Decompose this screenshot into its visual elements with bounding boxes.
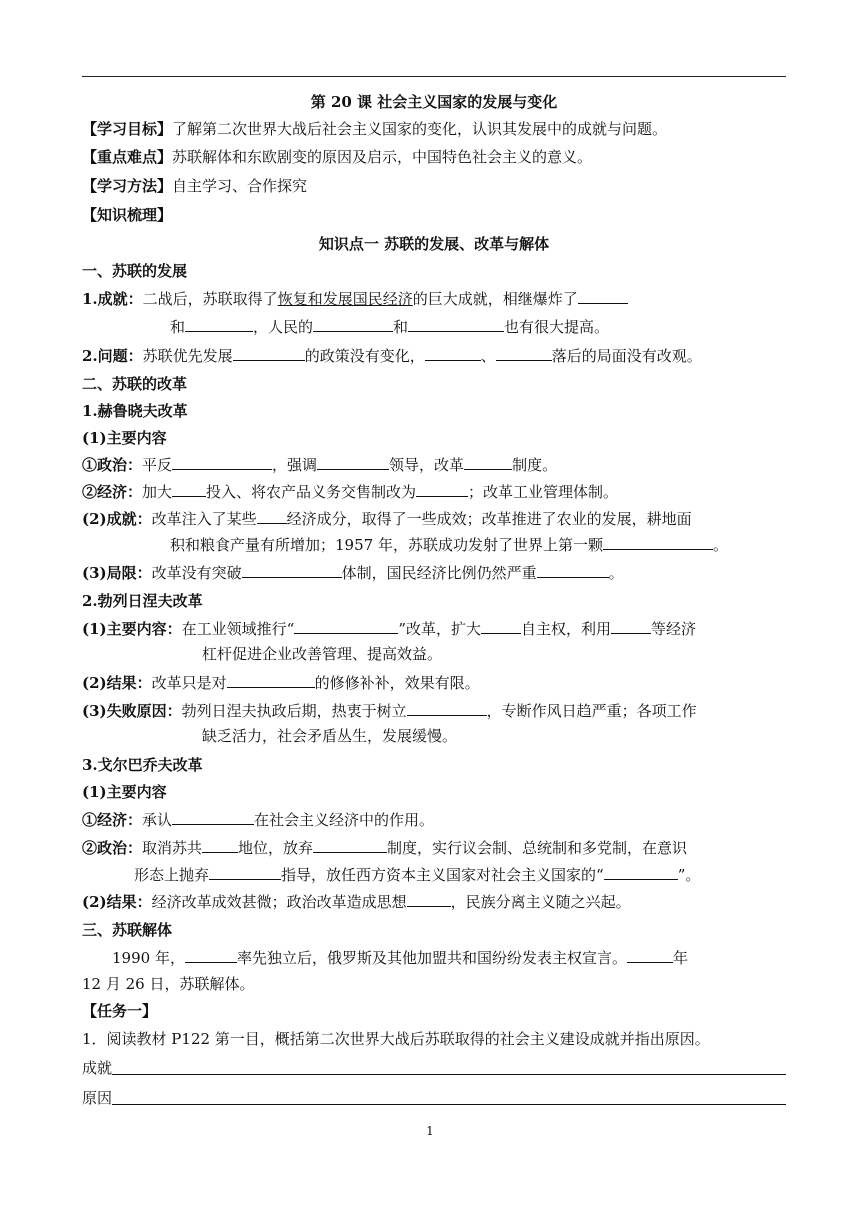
page-number: 1 — [426, 1124, 434, 1138]
blank[interactable] — [172, 481, 206, 497]
answer-line[interactable] — [112, 1088, 786, 1105]
blank[interactable] — [172, 809, 254, 825]
blank[interactable] — [611, 618, 651, 634]
gorbachev-politics-2: 形态上抛弃 指导，放任西方资本主义国家对社会主义国家的“ ”。 — [134, 866, 701, 884]
khrushchev-content-title: (1)主要内容 — [82, 429, 167, 447]
blank[interactable] — [202, 837, 238, 853]
khrushchev-politics: ①政治：平反 ，强调 领导，改革 制度。 — [82, 456, 558, 474]
blank[interactable] — [408, 316, 504, 332]
blank[interactable] — [604, 864, 678, 880]
khrushchev-achievement: (2)成就：改革注入了某些 经济成分，取得了一些成效；改革推进了农业的发展，耕地面 — [82, 510, 692, 528]
blank[interactable] — [464, 454, 512, 470]
blank[interactable] — [627, 947, 673, 963]
section-2-title: 二、苏联的改革 — [82, 375, 188, 393]
dissolution-line: 1990 年， 率先独立后，俄罗斯及其他加盟共和国纷纷发表主权宣言。 年 — [112, 949, 688, 967]
blank[interactable] — [185, 947, 237, 963]
blank[interactable] — [172, 454, 272, 470]
knowledge-heading: 【知识梳理】 — [82, 206, 173, 224]
khrushchev-title: 1.赫鲁晓夫改革 — [82, 402, 188, 420]
dissolution-line-2: 12 月 26 日，苏联解体。 — [82, 975, 255, 993]
blank[interactable] — [257, 508, 287, 524]
blank[interactable] — [242, 562, 342, 578]
blank[interactable] — [407, 891, 451, 907]
achievement-line: 1.成就：二战后，苏联取得了恢复和发展国民经济的巨大成就，相继爆炸了 — [82, 288, 628, 309]
task-heading: 【任务一】 — [82, 1002, 158, 1020]
blank[interactable] — [313, 316, 393, 332]
page-title: 第 20 课 社会主义国家的发展与变化 — [310, 93, 558, 111]
gorbachev-title: 3.戈尔巴乔夫改革 — [82, 756, 203, 774]
key-difficulty: 【重点难点】苏联解体和东欧剧变的原因及启示，中国特色社会主义的意义。 — [82, 148, 593, 166]
brezhnev-result: (2)结果：改革只是对 的修修补补，效果有限。 — [82, 674, 480, 692]
task-question: 1．阅读教材 P122 第一目，概括第二次世界大战后苏联取得的社会主义建设成就并指出原因。 — [82, 1030, 710, 1048]
section-3-title: 三、苏联解体 — [82, 921, 173, 939]
answer-achievement: 成就 — [82, 1058, 786, 1078]
blank[interactable] — [209, 864, 281, 880]
learning-method: 【学习方法】自主学习、合作探究 — [82, 177, 308, 195]
khrushchev-economy: ②经济：加大 投入、将农产品义务交售制改为 ；改革工业管理体制。 — [82, 483, 619, 501]
blank[interactable] — [416, 481, 468, 497]
gorbachev-economy: ①经济：承认 在社会主义经济中的作用。 — [82, 811, 435, 829]
blank[interactable] — [537, 562, 609, 578]
header-rule — [82, 76, 786, 77]
gorbachev-politics: ②政治：取消苏共 地位，放弃 制度，实行议会制、总统制和多党制，在意识 — [82, 839, 688, 857]
blank[interactable] — [578, 288, 628, 304]
achievement-line-2: 和 ，人民的 和 也有很大提高。 — [170, 318, 610, 336]
brezhnev-content: (1)主要内容：在工业领域推行“ ”改革，扩大 自主权，利用 等经济 — [82, 620, 697, 638]
brezhnev-failure-2: 缺乏活力，社会矛盾丛生，发展缓慢。 — [202, 727, 458, 745]
blank[interactable] — [481, 618, 521, 634]
blank[interactable] — [425, 345, 481, 361]
problem-line: 2.问题：苏联优先发展 的政策没有变化， 、 落后的局面没有改观。 — [82, 347, 702, 365]
blank[interactable] — [294, 618, 398, 634]
blank[interactable] — [185, 316, 253, 332]
brezhnev-content-2: 杠杆促进企业改善管理、提高效益。 — [202, 645, 443, 663]
blank[interactable] — [496, 345, 552, 361]
blank[interactable] — [313, 837, 387, 853]
gorbachev-content-title: (1)主要内容 — [82, 783, 167, 801]
brezhnev-failure: (3)失败原因：勃列日涅夫执政后期，热衷于树立 ，专断作风日趋严重；各项工作 — [82, 702, 697, 720]
brezhnev-title: 2.勃列日涅夫改革 — [82, 592, 203, 610]
gorbachev-result: (2)结果：经济改革成效甚微；政治改革造成思想 ，民族分离主义随之兴起。 — [82, 893, 631, 911]
khrushchev-achievement-2: 积和粮食产量有所增加；1957 年，苏联成功发射了世界上第一颗 。 — [170, 536, 728, 554]
blank[interactable] — [233, 345, 305, 361]
blank[interactable] — [407, 700, 487, 716]
blank[interactable] — [603, 534, 713, 550]
knowledge-point-title: 知识点一 苏联的发展、改革与解体 — [318, 235, 550, 253]
blank[interactable] — [227, 672, 315, 688]
section-1-title: 一、苏联的发展 — [82, 262, 188, 280]
answer-reason: 原因 — [82, 1088, 786, 1108]
answer-line[interactable] — [112, 1058, 786, 1075]
blank[interactable] — [317, 454, 389, 470]
learning-goal: 【学习目标】了解第二次世界大战后社会主义国家的变化，认识其发展中的成就与问题。 — [82, 120, 668, 138]
khrushchev-limitation: (3)局限：改革没有突破 体制，国民经济比例仍然严重 。 — [82, 564, 624, 582]
